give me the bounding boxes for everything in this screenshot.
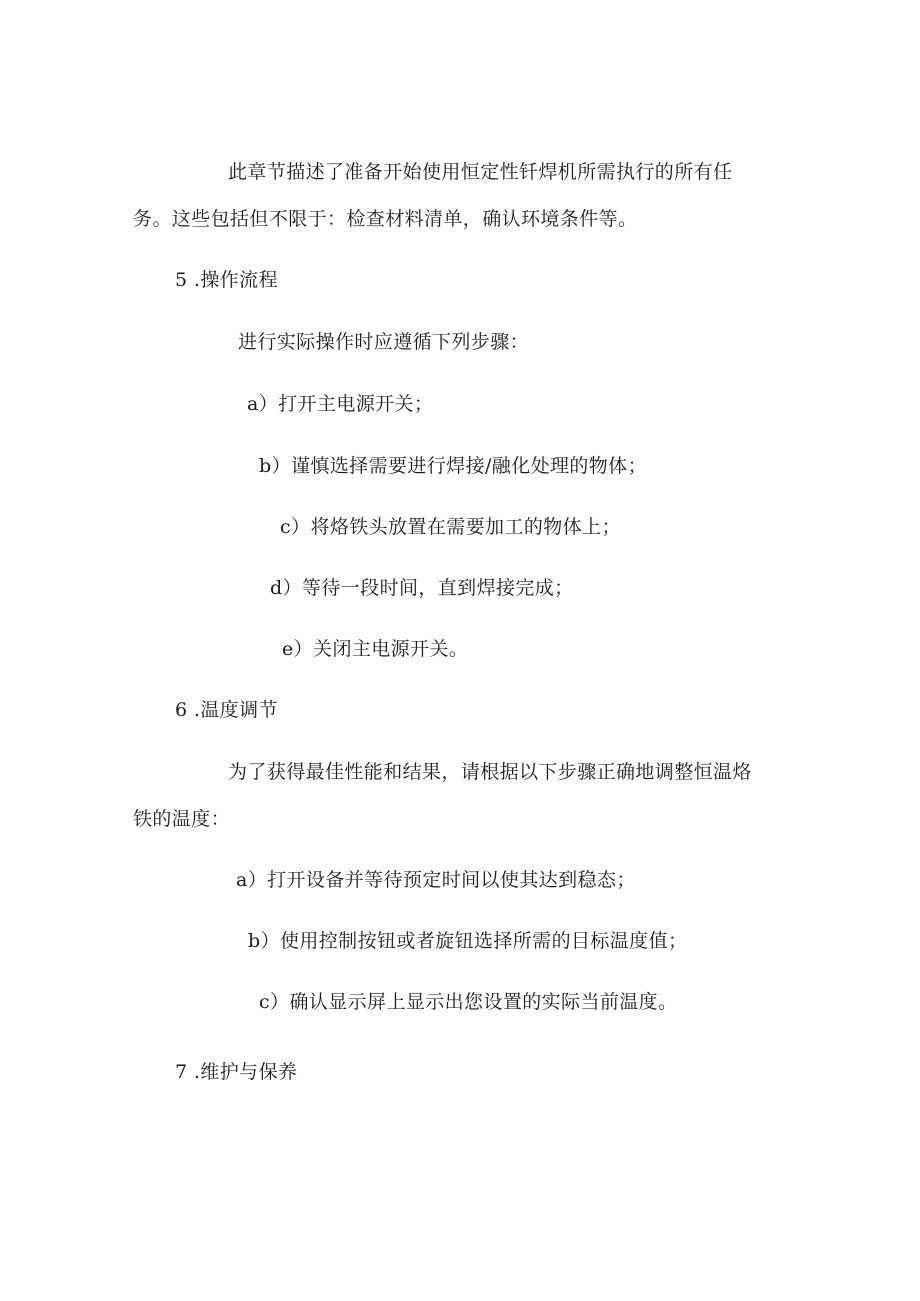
section-5-lead: 进行实际操作时应遵循下列步骤：	[238, 331, 530, 353]
section-6-heading: 6 .温度调节	[175, 699, 278, 721]
section-5-step-e: e）关闭主电源开关。	[282, 638, 469, 660]
section-6-step-a: a）打开设备并等待预定时间以使其达到稳态；	[236, 869, 636, 891]
intro-paragraph-line-2: 务。这些包括但不限于：检查材料清单，确认环境条件等。	[133, 208, 638, 230]
section-7-heading: 7 .维护与保养	[175, 1061, 298, 1083]
section-5-step-a: a）打开主电源开关；	[247, 393, 434, 415]
section-5-step-b: b）谨慎选择需要进行焊接/融化处理的物体；	[259, 455, 647, 477]
section-6-step-b: b）使用控制按钮或者旋钮选择所需的目标温度值；	[248, 930, 688, 952]
section-5-step-d: d）等待一段时间，直到焊接完成；	[270, 577, 574, 599]
section-6-lead-line-2: 铁的温度：	[133, 808, 231, 830]
section-6-lead-line-1: 为了获得最佳性能和结果，请根据以下步骤正确地调整恒温烙	[228, 761, 752, 783]
intro-paragraph-line-1: 此章节描述了准备开始使用恒定性钎焊机所需执行的所有任	[228, 161, 733, 183]
section-6-step-c: c）确认显示屏上显示出您设置的实际当前温度。	[259, 991, 678, 1013]
section-5-step-c: c）将烙铁头放置在需要加工的物体上；	[280, 516, 621, 538]
section-5-heading: 5 .操作流程	[175, 269, 278, 291]
